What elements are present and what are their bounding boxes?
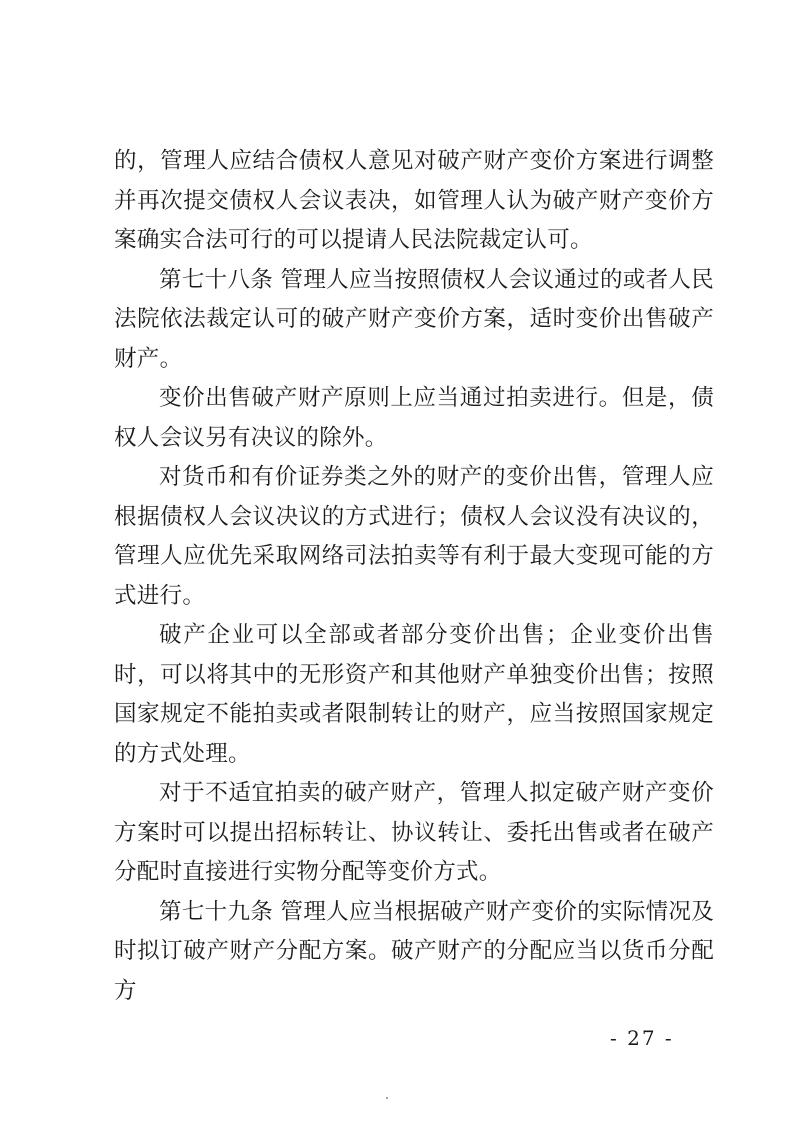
scan-speck	[386, 1097, 388, 1099]
paragraph-3: 变价出售破产财产原则上应当通过拍卖进行。但是，债权人会议另有决议的除外。	[114, 385, 714, 451]
page-number: - 27 -	[610, 1026, 674, 1050]
paragraph-1: 的，管理人应结合债权人意见对破产财产变价方案进行调整并再次提交债权人会议表决，如管理人认为破产财产变价方案确实合法可行的可以提请人民法院裁定认可。	[114, 148, 714, 253]
paragraph-5: 破产企业可以全部或者部分变价出售；企业变价出售时，可以将其中的无形资产和其他财产单独变价出售；按照国家规定不能拍卖或者限制转让的财产，应当按照国家规定的方式处理。	[114, 622, 714, 767]
paragraph-4: 对货币和有价证券类之外的财产的变价出售，管理人应根据债权人会议决议的方式进行；债权人会议没有决议的，管理人应优先采取网络司法拍卖等有利于最大变现可能的方式进行。	[114, 464, 714, 609]
body-text	[114, 142, 714, 1011]
paragraph-article-78: 第七十八条 管理人应当按照债权人会议通过的或者人民法院依法裁定认可的破产财产变价方案，适时变价出售破产财产。	[114, 266, 714, 372]
paragraph-article-79: 第七十九条 管理人应当根据破产财产变价的实际情况及时拟订破产财产分配方案。破产财产的分配应当以货币分配方	[114, 898, 714, 1004]
paragraph-6: 对于不适宜拍卖的破产财产，管理人拟定破产财产变价方案时可以提出招标转让、协议转让、委托出售或者在破产分配时直接进行实物分配等变价方式。	[114, 780, 714, 885]
